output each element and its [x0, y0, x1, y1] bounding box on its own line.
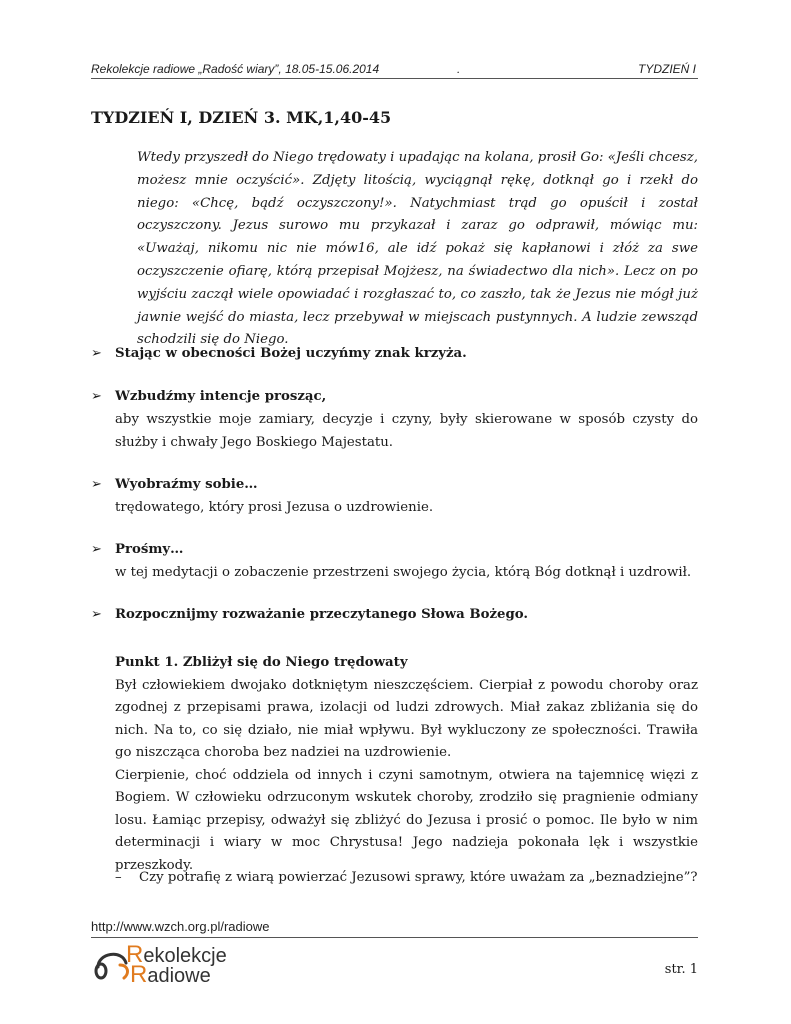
- bullet-body: trędowatego, który prosi Jezusa o uzdrowienie.: [115, 500, 434, 515]
- arrow-bullet-icon: ➢: [91, 477, 102, 492]
- arrow-bullet-icon: ➢: [91, 542, 102, 557]
- bullet-body: w tej medytacji o zobaczenie przestrzeni swojego życia, którą Bóg dotknął i uzdrowił.: [115, 565, 692, 580]
- point-paragraph: Był człowiekiem dwojako dotkniętym nieszczęściem. Cierpiał z powodu choroby oraz zgodnej z przepisami prawa, izolacji od ludzi zdrowych. Miał zakaz zbliżania się do nich. Na to, co się działo, nie miał wpływu. Był wykluczony ze społeczności. Trawiła go niszcząca choroba bez nadziei na uzdrowienie.: [115, 677, 698, 760]
- footer-url: http://www.wzch.org.pl/radiowe: [91, 919, 698, 938]
- arrow-bullet-icon: ➢: [91, 389, 102, 404]
- header-title: Rekolekcje radiowe „Radość wiary”, 18.05-15.06.2014: [91, 62, 380, 76]
- point-section: [115, 652, 698, 877]
- page-title: TYDZIEŃ I, DZIEŃ 3. MK,1,40-45: [91, 108, 392, 127]
- arrow-bullet-icon: ➢: [91, 346, 102, 361]
- point-paragraph: Cierpienie, choć oddziela od innych i czyni samotnym, otwiera na tajemnicę więzi z Bogiem. W człowieku odrzuconym wskutek choroby, zrodziło się pragnienie odmiany losu. Łamiąc przepisy, odważył się zbliżyć do Jezusa i prosić o pomoc. Ile było w nim determinacji i wiary w moc Chrystusa! Jego nadzieja pokonała lęk i wszystkie przeszkody.: [115, 767, 698, 873]
- bullet-heading: Wzbudźmy intencje prosząc,: [115, 389, 327, 404]
- page-number: str. 1: [664, 962, 698, 977]
- rekolekcje-radiowe-logo: [92, 941, 242, 988]
- bullet-heading: Prośmy…: [115, 542, 184, 557]
- header-dot: .: [457, 62, 461, 76]
- bullet-heading: Rozpocznijmy rozważanie przeczytanego Słowa Bożego.: [115, 607, 529, 622]
- point-title: Punkt 1. Zbliżył się do Niego trędowaty: [115, 655, 408, 670]
- question-text: Czy potrafię z wiarą powierzać Jezusowi sprawy, które uważam za „beznadziejne”?: [139, 870, 698, 885]
- arrow-bullet-icon: ➢: [91, 607, 102, 622]
- dash-bullet: –: [115, 870, 122, 885]
- gospel-quote: Wtedy przyszedł do Niego trędowaty i upadając na kolana, prosił Go: «Jeśli chcesz, możesz mnie oczyścić». Zdjęty litością, wyciągnął rękę, dotknął go i rzekł do niego: «Chcę, bądź oczyszczony!». Natychmiast trąd go opuścił i został oczyszczony. Jezus surowo mu przykazał i zaraz go odprawił, mówiąc mu: «Uważaj, nikomu nic nie mów16, ale idź pokaż się kapłanowi i złóż za swe oczyszczenie ofiarę, którą przepisał Mojżesz, na świadectwo dla nich». Lecz on po wyjściu zaczął wiele opowiadać i rozgłaszać to, co zaszło, tak że Jezus nie mógł już jawnie wejść do miasta, lecz przebywał w miejscach pustynnych. A ludzie zewsząd schodzili się do Niego.: [137, 150, 698, 348]
- page-header: [91, 60, 698, 79]
- bullet-heading: Wyobraźmy sobie…: [115, 477, 258, 492]
- logo-word-rekolekcje: Rekolekcje: [126, 941, 227, 968]
- bullet-body: aby wszystkie moje zamiary, decyzje i czyny, były skierowane w sposób czysty do służby i chwały Jego Boskiego Majestatu.: [115, 412, 698, 450]
- logo-word-radiowe: Radiowe: [130, 961, 211, 988]
- header-week: TYDZIEŃ I: [637, 62, 696, 76]
- bullet-heading: Stając w obecności Bożej uczyńmy znak krzyża.: [115, 346, 467, 361]
